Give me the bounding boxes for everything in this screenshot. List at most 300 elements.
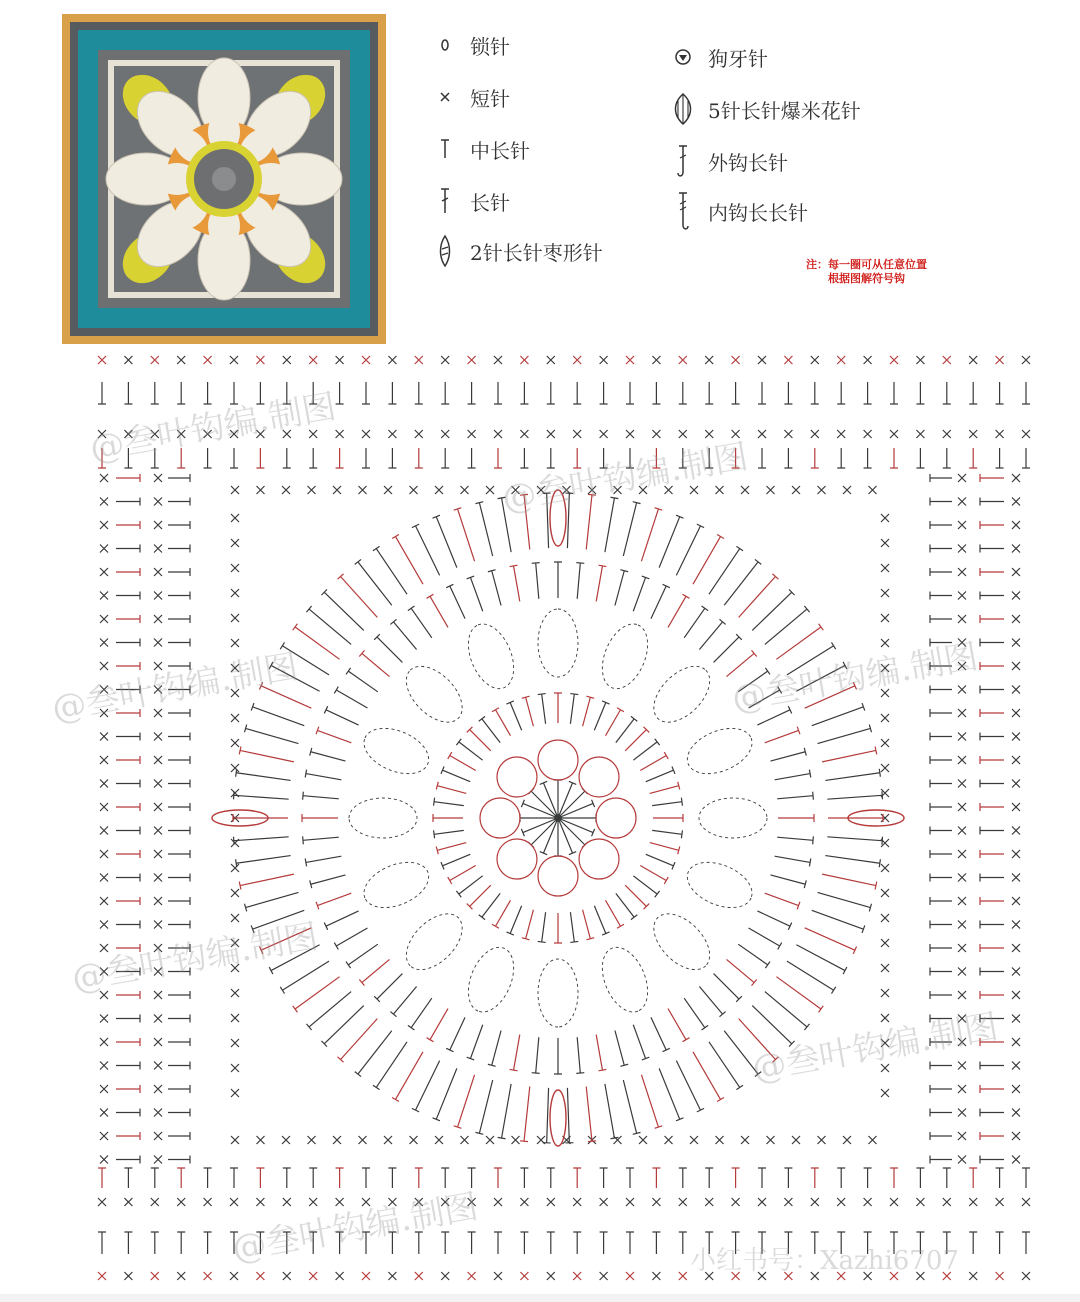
dc-mark (390, 619, 416, 649)
sc-mark (309, 1272, 317, 1280)
dc-mark (825, 769, 880, 781)
dc-mark (980, 662, 1004, 670)
dc-mark (467, 885, 491, 909)
dc-mark (412, 1061, 440, 1112)
dc-mark (796, 662, 846, 691)
dc-mark (930, 1132, 952, 1140)
sc-mark (154, 827, 162, 835)
sc-mark (600, 356, 608, 364)
dc-mark (547, 448, 555, 468)
sc-mark (916, 1272, 924, 1280)
dc-mark (594, 701, 609, 730)
sc-mark (461, 1136, 469, 1144)
watermark: @叁叶钩编.制图 (499, 436, 752, 520)
sc-mark (231, 564, 239, 572)
sc-mark (758, 430, 766, 438)
dc-mark (930, 709, 952, 717)
sc-mark (257, 486, 265, 494)
dc-mark (98, 1232, 106, 1254)
sc-mark (486, 1136, 494, 1144)
sc-mark (154, 545, 162, 553)
dc-mark (693, 1052, 724, 1102)
dc-mark (454, 508, 475, 562)
dc-mark (980, 521, 1004, 529)
sc-mark (1012, 1156, 1020, 1164)
sc-mark (547, 1198, 555, 1206)
sc-mark (231, 739, 239, 747)
dc-mark (771, 748, 807, 761)
dc-mark (520, 382, 528, 404)
dc-mark (538, 912, 546, 942)
sc-mark (309, 356, 317, 364)
sc-mark (100, 592, 108, 600)
dc-mark (930, 1038, 952, 1046)
dc-mark (980, 1156, 1004, 1164)
dc-mark (488, 1031, 501, 1067)
sc-mark (732, 430, 740, 438)
dc-mark (738, 944, 770, 968)
sc-mark (204, 430, 212, 438)
dc-mark (615, 1031, 628, 1067)
dc-mark (812, 703, 865, 726)
dc-mark (980, 968, 1004, 976)
dc-mark (336, 382, 344, 404)
dc-mark (256, 1232, 264, 1254)
sc-mark (652, 1272, 660, 1280)
sc-mark (520, 1198, 528, 1206)
single-crochet-icon (434, 80, 456, 114)
sc-mark (100, 921, 108, 929)
sc-mark (1012, 803, 1020, 811)
sc-mark (100, 1156, 108, 1164)
sc-mark (881, 589, 889, 597)
sc-mark (151, 356, 159, 364)
sc-mark (154, 568, 162, 576)
dc-mark (651, 1017, 670, 1051)
sc-mark (767, 1136, 775, 1144)
sc-mark (282, 1136, 290, 1144)
sc-mark (626, 430, 634, 438)
sc-mark (388, 430, 396, 438)
dc-mark (521, 818, 558, 836)
sc-mark (864, 1198, 872, 1206)
sc-mark (98, 1198, 106, 1206)
sc-mark (958, 1038, 966, 1046)
dc-mark (506, 701, 521, 730)
dc-mark (479, 893, 500, 919)
dc-mark (554, 693, 562, 723)
sc-mark (784, 430, 792, 438)
sc-mark (679, 1198, 687, 1206)
dc-mark (777, 836, 813, 844)
dc-mark (930, 733, 952, 741)
sc-mark (154, 803, 162, 811)
dc-mark (1022, 1232, 1030, 1254)
petal-arc (357, 853, 435, 916)
dc-mark (811, 1168, 819, 1188)
dc-mark (427, 1009, 448, 1042)
dc-mark (168, 615, 190, 623)
dc-mark (204, 382, 212, 404)
dc-mark (600, 448, 608, 468)
sc-mark (958, 568, 966, 576)
dc-mark (646, 854, 675, 869)
dc-mark (980, 686, 1004, 694)
petal-arc (396, 656, 472, 732)
sc-mark (741, 1136, 749, 1144)
sc-mark (1012, 474, 1020, 482)
dc-mark (1022, 448, 1030, 468)
dc-mark (558, 818, 595, 836)
dc-mark (732, 1232, 740, 1254)
dc-mark (168, 1062, 190, 1070)
sc-mark (1012, 1085, 1020, 1093)
dc-mark (980, 780, 1004, 788)
dc-mark (554, 1038, 562, 1074)
dc-mark (408, 998, 432, 1030)
dc-mark (283, 382, 291, 404)
dc-mark (547, 1232, 555, 1254)
petal-loop (497, 757, 537, 797)
sc-mark (100, 897, 108, 905)
dc-mark (1022, 382, 1030, 404)
sc-mark (996, 1272, 1004, 1280)
sc-mark (958, 498, 966, 506)
sc-mark (154, 756, 162, 764)
sc-mark (256, 356, 264, 364)
sc-mark (283, 1198, 291, 1206)
sc-mark (154, 1132, 162, 1140)
sc-mark (890, 1198, 898, 1206)
sc-mark (943, 430, 951, 438)
sc-mark (100, 545, 108, 553)
dc-mark (475, 1080, 492, 1134)
dc-mark (749, 928, 782, 949)
sc-mark (154, 1085, 162, 1093)
sc-mark (231, 1039, 239, 1047)
sc-mark (881, 914, 889, 922)
sc-mark (881, 764, 889, 772)
dc-mark (415, 448, 423, 468)
petal-arc (593, 617, 656, 695)
dc-mark (811, 448, 819, 468)
sc-mark (881, 614, 889, 622)
dc-mark (586, 1087, 596, 1142)
sc-mark (600, 1198, 608, 1206)
dc-mark (606, 900, 624, 928)
sc-mark (154, 850, 162, 858)
sc-mark (652, 1198, 660, 1206)
sc-mark (100, 850, 108, 858)
sc-mark (1012, 545, 1020, 553)
sc-mark (151, 430, 159, 438)
dc-mark (652, 382, 660, 404)
sc-mark (231, 689, 239, 697)
dc-mark (362, 1232, 370, 1254)
dc-mark (684, 998, 708, 1030)
sc-mark (410, 486, 418, 494)
dc-mark (573, 1168, 581, 1188)
dc-mark (570, 912, 578, 942)
dc-mark (605, 497, 618, 552)
dc-mark (784, 1232, 792, 1254)
sc-mark (869, 1136, 877, 1144)
sc-mark (958, 639, 966, 647)
dc-mark (309, 1232, 317, 1254)
sc-mark (958, 686, 966, 694)
sc-mark (415, 1272, 423, 1280)
dc-mark (244, 892, 298, 911)
sc-mark (100, 756, 108, 764)
sc-mark (230, 1198, 238, 1206)
sc-mark (969, 1272, 977, 1280)
dc-mark (434, 798, 464, 806)
sc-mark (573, 430, 581, 438)
dc-mark (168, 803, 190, 811)
dc-mark (796, 945, 846, 974)
sc-mark (996, 430, 1004, 438)
dc-mark (679, 382, 687, 404)
sc-mark (1012, 1062, 1020, 1070)
sc-mark (100, 568, 108, 576)
sc-mark (784, 1272, 792, 1280)
dc-mark (415, 382, 423, 404)
dc-mark (930, 662, 952, 670)
dc-mark (283, 448, 291, 468)
sc-mark (468, 430, 476, 438)
dc-mark (980, 1015, 1004, 1023)
dc-mark (303, 792, 339, 800)
dc-mark (626, 1232, 634, 1254)
sc-mark (732, 1198, 740, 1206)
dc-mark (749, 687, 782, 708)
dc-mark (415, 1232, 423, 1254)
sc-mark (958, 1132, 966, 1140)
sc-mark (758, 1198, 766, 1206)
dc-mark (980, 1038, 1004, 1046)
dc-mark (547, 1168, 555, 1188)
dc-mark (116, 850, 140, 858)
sc-mark (969, 430, 977, 438)
dc-mark (168, 968, 190, 976)
sc-mark (547, 430, 555, 438)
dc-mark (168, 827, 190, 835)
dc-mark (388, 1168, 396, 1188)
dc-mark (930, 921, 952, 929)
sc-mark (881, 1064, 889, 1072)
dc-mark (456, 739, 482, 760)
sc-mark (818, 486, 826, 494)
sc-mark (177, 430, 185, 438)
dc-mark (705, 1232, 713, 1254)
sc-mark (204, 356, 212, 364)
dc-mark (784, 382, 792, 404)
dc-mark (204, 448, 212, 468)
dc-mark (168, 709, 190, 717)
watermark: @叁叶钩编.制图 (87, 386, 340, 470)
dc-mark (510, 1035, 520, 1071)
sc-mark (204, 1272, 212, 1280)
sc-mark (384, 486, 392, 494)
sc-mark (958, 897, 966, 905)
legend-label: 2针长针枣形针 (470, 240, 603, 265)
sc-mark (100, 474, 108, 482)
dc-mark (930, 498, 952, 506)
sc-mark (665, 486, 673, 494)
dc-mark (916, 1232, 924, 1254)
dc-mark (558, 788, 588, 818)
dc-mark (204, 1232, 212, 1254)
sc-mark (958, 1109, 966, 1117)
sc-mark (231, 614, 239, 622)
sc-mark (257, 1136, 265, 1144)
dc-mark (714, 634, 742, 662)
dc-mark (930, 991, 952, 999)
dc-mark (492, 708, 510, 736)
dc-mark (633, 1025, 649, 1060)
sc-mark (256, 430, 264, 438)
dc-mark (890, 382, 898, 404)
dc-mark (943, 382, 951, 404)
petal-arc (681, 853, 759, 916)
dc-mark (259, 682, 311, 708)
sc-mark (1012, 991, 1020, 999)
dc-mark (230, 382, 238, 404)
dc-mark (233, 814, 288, 822)
sc-mark (1012, 709, 1020, 717)
dc-mark (930, 1062, 952, 1070)
dc-mark (434, 830, 464, 838)
dc-mark (362, 1168, 370, 1188)
dc-mark (890, 448, 898, 468)
dc-mark (532, 1037, 540, 1073)
sc-mark (1012, 639, 1020, 647)
sc-mark (881, 714, 889, 722)
dc-mark (168, 780, 190, 788)
sc-mark (679, 1272, 687, 1280)
dc-mark (433, 515, 457, 567)
dc-mark (116, 615, 140, 623)
dc-mark (864, 382, 872, 404)
dc-mark (168, 756, 190, 764)
sc-mark (881, 514, 889, 522)
dc-mark (467, 1025, 483, 1060)
dc-mark (336, 1232, 344, 1254)
sc-mark (837, 1198, 845, 1206)
sc-mark (154, 897, 162, 905)
sc-mark (100, 991, 108, 999)
dc-mark (234, 837, 289, 845)
dc-mark (623, 502, 640, 556)
sc-mark (154, 1015, 162, 1023)
dc-mark (116, 897, 140, 905)
dc-mark (540, 781, 558, 818)
cluster-oval (550, 1090, 566, 1146)
sc-mark (100, 709, 108, 717)
sc-mark (468, 1272, 476, 1280)
dc-mark (930, 803, 952, 811)
dc-mark (280, 642, 329, 675)
sc-mark (231, 764, 239, 772)
sc-mark (494, 1272, 502, 1280)
legend-label: 5针长针爆米花针 (708, 98, 861, 123)
dc-mark (558, 781, 576, 818)
sc-mark (388, 356, 396, 364)
dc-mark (303, 836, 339, 844)
dc-mark (316, 727, 351, 743)
sc-mark (881, 539, 889, 547)
sc-mark (958, 1015, 966, 1023)
sc-mark (333, 1136, 341, 1144)
dc-mark (520, 1087, 530, 1142)
dc-mark (168, 1015, 190, 1023)
petal-arc (396, 904, 472, 980)
dc-mark (124, 1168, 132, 1188)
sc-mark (441, 1272, 449, 1280)
dc-mark (433, 814, 463, 822)
sc-mark (958, 662, 966, 670)
petal-arc (538, 609, 578, 677)
dc-mark (646, 766, 675, 781)
dc-mark (116, 639, 140, 647)
dc-mark (996, 1168, 1004, 1188)
sc-mark (124, 430, 132, 438)
dc-mark (346, 668, 378, 692)
dc-mark (930, 780, 952, 788)
sc-mark (767, 486, 775, 494)
sc-mark (100, 874, 108, 882)
dc-mark (239, 874, 294, 889)
sc-mark (98, 356, 106, 364)
sc-mark (679, 356, 687, 364)
legend-item-chain (434, 28, 510, 62)
dc-mark (828, 814, 883, 822)
dc-mark (980, 545, 1004, 553)
petal-arc (699, 798, 767, 838)
dc-mark (454, 1075, 475, 1129)
sc-mark (435, 1136, 443, 1144)
sc-mark (837, 430, 845, 438)
dc-mark (168, 1156, 190, 1164)
dc-mark (930, 1085, 952, 1093)
sc-mark (864, 1272, 872, 1280)
sc-mark (958, 968, 966, 976)
dc-mark (980, 639, 1004, 647)
sc-mark (441, 356, 449, 364)
sc-mark (588, 486, 596, 494)
sc-mark (881, 889, 889, 897)
dc-mark (498, 497, 511, 552)
sc-mark (98, 1272, 106, 1280)
dc-mark (151, 448, 159, 468)
dc-mark (775, 856, 811, 866)
sc-mark (308, 486, 316, 494)
dc-mark (168, 521, 190, 529)
dc-mark (705, 448, 713, 468)
sc-mark (308, 1136, 316, 1144)
sc-mark (231, 486, 239, 494)
dc-mark (547, 382, 555, 404)
watermark: @叁叶钩编.制图 (749, 1006, 1002, 1090)
dc-mark (392, 535, 423, 585)
sc-mark (100, 1109, 108, 1117)
sc-mark (512, 1136, 520, 1144)
dc-mark (805, 928, 857, 954)
sc-mark (881, 964, 889, 972)
dc-mark (980, 709, 1004, 717)
dc-mark (652, 1232, 660, 1254)
sc-mark (362, 430, 370, 438)
